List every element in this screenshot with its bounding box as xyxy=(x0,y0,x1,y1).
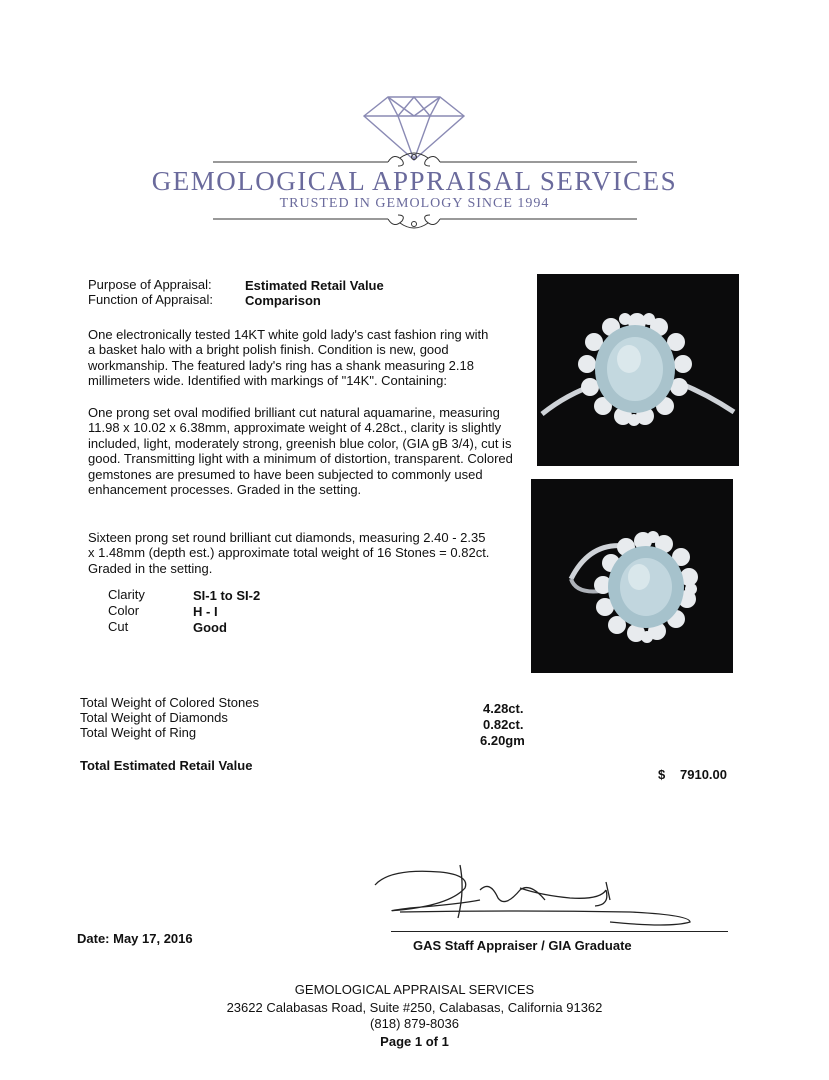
total-diamonds-label: Total Weight of Diamonds xyxy=(80,710,228,725)
purpose-value: Estimated Retail Value xyxy=(245,278,384,293)
total-ring-label: Total Weight of Ring xyxy=(80,725,197,740)
page-number: Page 1 of 1 xyxy=(380,1034,449,1049)
footer-phone: (818) 879-8036 xyxy=(370,1016,459,1031)
ring-description: One electronically tested 14KT white gold lady's cast fashion ring with a basket halo with a bright polish finish. Condition is new, good workmanship. The featured lady's ring has a shank measuring 2.18 millimeters wide. Identified with markings of "14K". Containing: xyxy=(88,327,489,389)
company-name: GEMOLOGICAL APPRAISAL SERVICES xyxy=(151,166,678,196)
total-ring-value: 6.20gm xyxy=(480,733,525,748)
ring-top-icon xyxy=(537,274,739,466)
signature-line xyxy=(391,931,728,932)
total-retail-label: Total Estimated Retail Value xyxy=(80,758,253,773)
total-colored-label: Total Weight of Colored Stones xyxy=(80,695,259,710)
appraiser-title: GAS Staff Appraiser / GIA Graduate xyxy=(413,938,632,953)
appraisal-date: Date: May 17, 2016 xyxy=(77,931,193,946)
purpose-label: Purpose of Appraisal: xyxy=(88,277,212,292)
ring-side-icon xyxy=(531,479,733,673)
total-colored-value: 4.28ct. xyxy=(483,701,524,716)
ring-photo-top xyxy=(537,274,739,466)
cut-label: Cut xyxy=(108,619,129,634)
total-diamonds-value: 0.82ct. xyxy=(483,717,524,732)
function-value: Comparison xyxy=(245,293,321,308)
signature xyxy=(370,860,710,930)
footer-company: GEMOLOGICAL APPRAISAL SERVICES xyxy=(294,982,535,997)
total-retail-value: 7910.00 xyxy=(680,767,727,782)
function-label: Function of Appraisal: xyxy=(88,292,214,307)
diamond-description: Sixteen prong set round brilliant cut diamonds, measuring 2.40 - 2.35 x 1.48mm (depth est.) approximate total weight of 16 Stones = 0.82ct. Graded in the setting. xyxy=(88,530,490,576)
company-tagline: TRUSTED IN GEMOLOGY SINCE 1994 xyxy=(279,196,550,211)
color-label: Color xyxy=(108,603,140,618)
ring-photo-side xyxy=(531,479,733,673)
clarity-value: SI-1 to SI-2 xyxy=(193,588,261,603)
aquamarine-description: One prong set oval modified brilliant cut natural aquamarine, measuring 11.98 x 10.02 x 6.38mm, approximate weight of 4.28ct., clarity is slightly included, light, moderately strong, greenish blue color, (GIA gB 3/4), cut is good. Transmitting light with a minimum of distortion, transparent. Colored gemstones are presumed to have been subjected to commonly used enhancement processes. Graded in the setting. xyxy=(88,405,513,498)
logo-header xyxy=(0,0,829,240)
clarity-label: Clarity xyxy=(108,587,145,602)
cut-value: Good xyxy=(193,620,227,635)
footer-address: 23622 Calabasas Road, Suite #250, Calabasas, California 91362 xyxy=(226,1000,603,1015)
color-value: H - I xyxy=(193,604,218,619)
currency-symbol: $ xyxy=(658,767,666,782)
